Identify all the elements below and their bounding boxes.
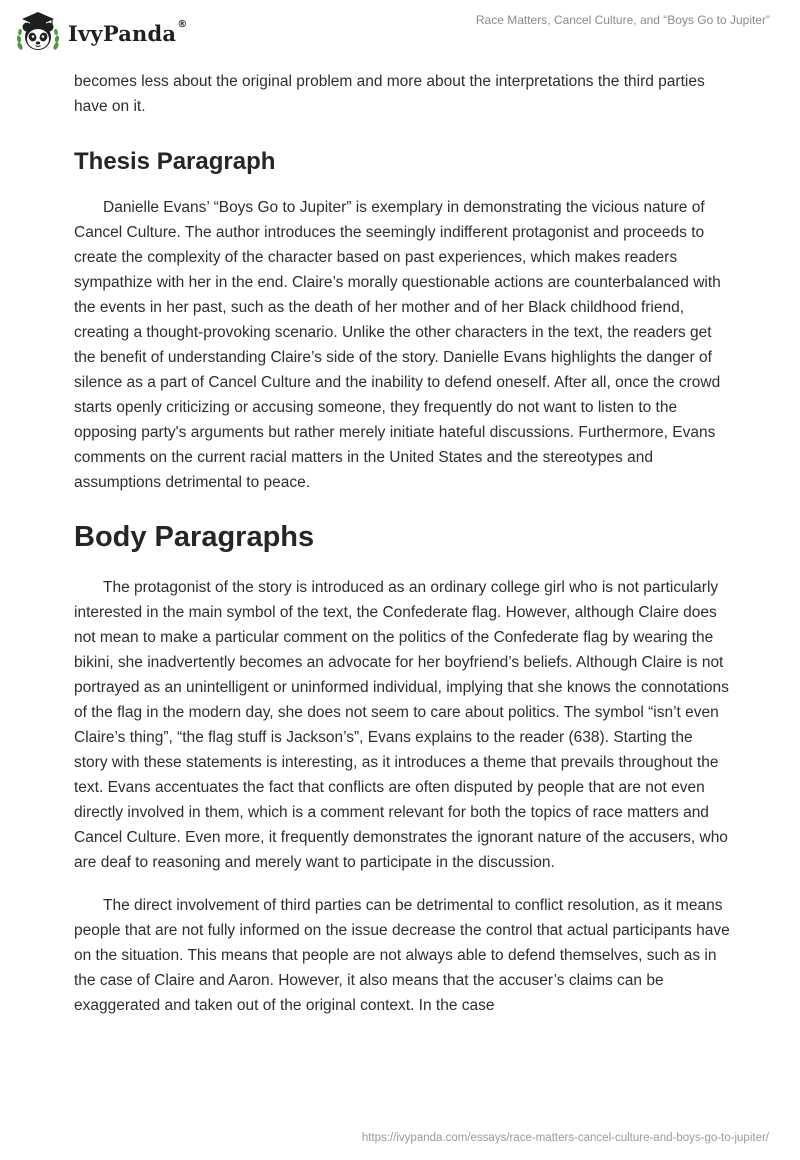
intro-paragraph-tail: becomes less about the original problem and more about the interpretations the third parties have on it. (74, 73, 705, 115)
body-paragraph-2: The direct involvement of third parties can be detrimental to conflict resolution, as it means people that are not fully informed on the issue decrease the control that actual participants have on the situation. This means that people are not always able to defend themselves, such as in the case of Claire and Aaron. However, it also means that the accuser’s claims can be exaggerated and taken out of the original context. In the case (74, 897, 730, 1014)
body-paragraph-1: The protagonist of the story is introduced as an ordinary college girl who is not particularly interested in the main symbol of the text, the Confederate flag. However, although Claire does not mean to make a particular comment on the politics of the Confederate flag by wearing the bikini, she inadvertently becomes an advocate for her boyfriend’s beliefs. Although Claire is not portrayed as an unintelligent or uninformed individual, implying that she knows the connotations of the flag in the modern day, she does not seem to care about politics. The symbol “isn’t even Claire’s thing”, “the flag stuff is Jackson’s”, Evans explains to the reader (638). Starting the story with these statements is interesting, as it introduces a theme that prevails throughout the text. Evans accentuates the fact that conflicts are often disputed by people that are not even directly involved in them, which is a comment relevant for both the topics of race matters and Cancel Culture. Even more, it frequently demonstrates the ignorant nature of the accusers, who are deaf to reasoning and merely want to participate in the discussion. (74, 579, 729, 871)
thesis-paragraph: Danielle Evans’ “Boys Go to Jupiter” is exemplary in demonstrating the vicious nature of Cancel Culture. The author introduces the seemingly indifferent protagonist and proceeds to create the complexity of the character based on past experiences, which makes readers sympathize with her in the end. Claire’s morally questionable actions are counterbalanced with the events in her past, such as the death of her mother and of her Black childhood friend, creating a thought-provoking scenario. Unlike the other characters in the text, the readers get the benefit of understanding Claire’s side of the story. Danielle Evans highlights the danger of silence as a part of Cancel Culture and the inability to defend oneself. After all, once the crowd starts openly criticizing or accusing someone, they frequently do not want to listen to the opposing party's arguments but rather merely initiate hateful discussions. Furthermore, Evans comments on the current racial matters in the United States and the stereotypes and assumptions detrimental to peace. (74, 199, 721, 491)
panda-graduate-icon (14, 8, 62, 56)
registered-mark: ® (177, 18, 188, 30)
body-heading: Body Paragraphs (74, 521, 315, 553)
page-header (0, 0, 800, 70)
essay-content (74, 69, 730, 1018)
thesis-heading: Thesis Paragraph (74, 148, 276, 175)
ivypanda-logo[interactable] (14, 8, 187, 56)
brand-name: IvyPanda® (68, 18, 188, 46)
source-url[interactable]: https://ivypanda.com/essays/race-matters-cancel-culture-and-boys-go-to-jupiter/ (361, 1132, 769, 1144)
document-title: Race Matters, Cancel Culture, and “Boys Go to Jupiter” (475, 13, 770, 27)
